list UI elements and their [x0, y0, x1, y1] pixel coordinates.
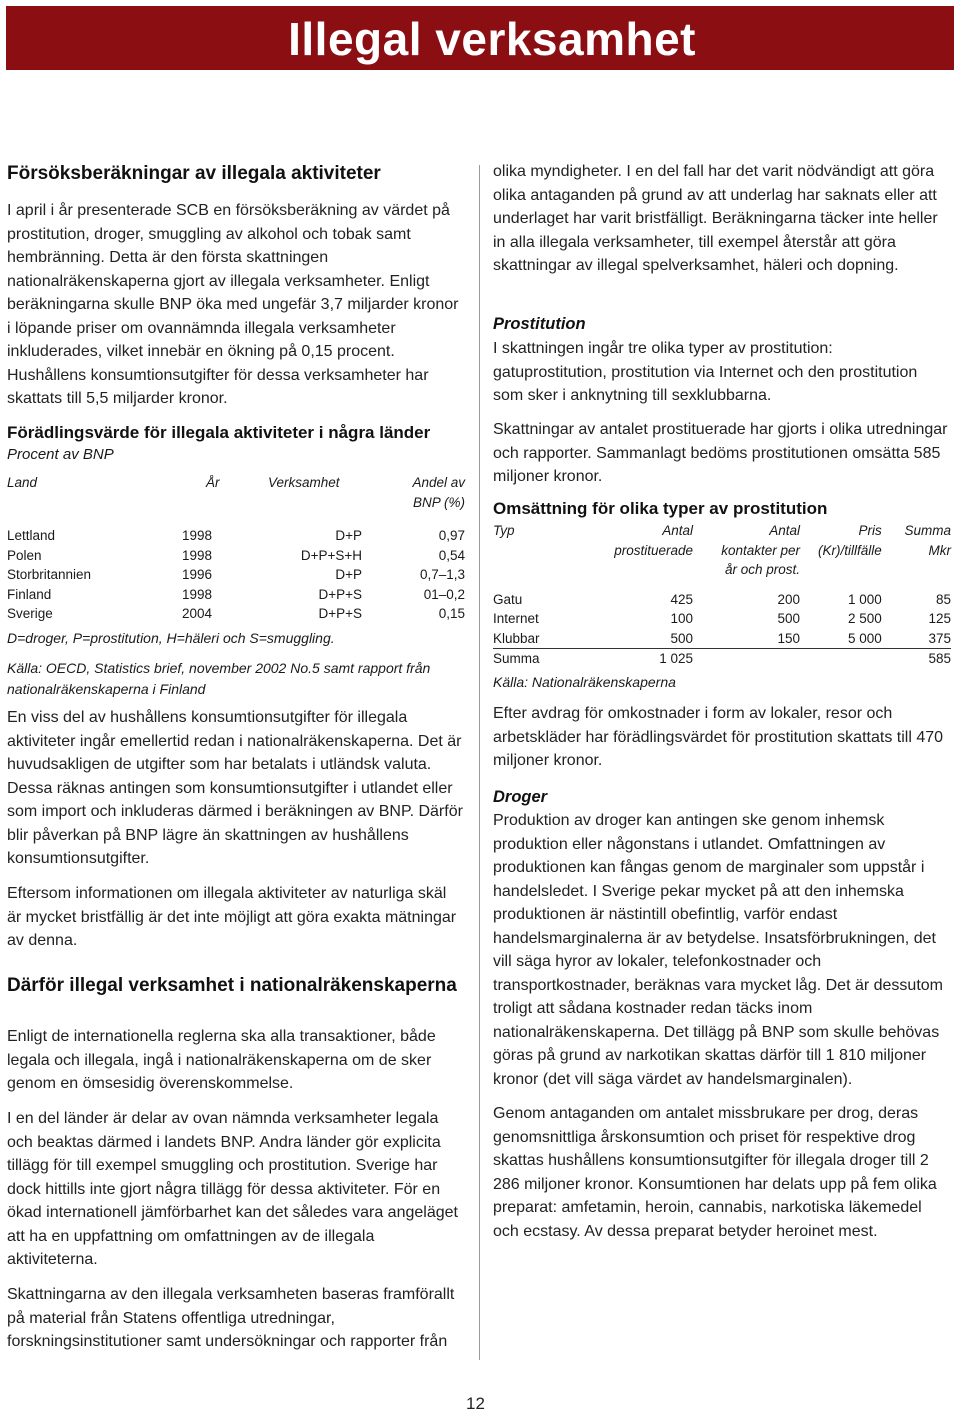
paragraph-prostitution-types: I skattningen ingår tre olika typer av prostitution: gatuprostitution, prostitution via Internet och den prostitution som sker i anknytning till sexklubbarna.	[493, 340, 918, 404]
column-header: Pris (Kr)/tillfälle	[818, 523, 882, 558]
column-header: Typ	[493, 523, 515, 538]
table-cell: Polen	[7, 547, 42, 563]
table-row	[7, 546, 465, 566]
table-cell: D+P+S	[318, 606, 362, 621]
table-cell: Summa	[493, 651, 540, 666]
paragraph-value-added: Efter avdrag för omkostnader i form av lokaler, resor och arbetskläder har förädlingsvärdet för prostitution skattats till 470 miljoner kronor.	[493, 705, 944, 769]
table-total-row	[493, 649, 951, 669]
paragraph-countries: I en del länder är delar av ovan nämnda verksamheter legala och beaktas därmed i landets BNP. Andra länder gör explicita tillägg för till exempel smuggling och prostitution. Sverige har dock hittills inte gjort några tillägg för dessa aktiviteter. För en ökad internationell jämförbarhet kan det således vara angeläget att ha en uppfattning om omfattningen av de illegala aktiviteterna.	[7, 1110, 458, 1268]
table-row	[493, 590, 951, 610]
table-cell: Sverige	[7, 606, 53, 621]
table-cell: Klubbar	[493, 630, 540, 646]
table-source: Källa: Nationalräkenskaperna	[493, 673, 676, 690]
table-title: Omsättning för olika typer av prostitution	[493, 499, 828, 518]
table-cell: Lettland	[7, 528, 56, 543]
table-cell: 375	[928, 630, 951, 646]
table-cell: 500	[777, 611, 800, 626]
table-header-row	[493, 521, 951, 580]
table-cell: Gatu	[493, 591, 523, 607]
table-cell: 2 500	[847, 611, 882, 626]
table-row	[493, 629, 951, 649]
table-cell: 1998	[182, 528, 213, 543]
table-cell: 1998	[182, 547, 213, 563]
table-cell: D+P+S+H	[300, 547, 362, 563]
prostitution-turnover-table	[493, 497, 951, 693]
paragraph-authorities: olika myndigheter. I en del fall har det varit nödvändigt att göra olika antaganden på grund av att underlag har saknats eller att underlaget har varit bristfälligt. Beräkningarna täcker inte heller in alla illegala verksamheter, till exempel återstår att göra skattningar av illegal spelverksamhet, häleri och dopning.	[493, 163, 938, 274]
paragraph-drug-consumption: Genom antaganden om antalet missbrukare per drog, deras genomsnittliga årskonsumtion och priset för respektive drog skattas hushållens konsumtionsutgifter för illegala droger till 2 286 miljoner kronor. Konsumtionen har delats upp på fem olika preparat: amfetamin, heroin, cannabis, narkotiska läkemedel och ecstasy. Av dessa preparat betyder heroinet mest.	[493, 1105, 937, 1240]
table-cell: 1 025	[659, 651, 693, 666]
table-cell: 1 000	[847, 591, 882, 607]
table-row	[7, 585, 465, 605]
table-source: Källa: OECD, Statistics brief, november 2002 No.5 samt rapport från nationalräkenskaperna i Finland	[7, 659, 431, 697]
column-header: Summa Mkr	[904, 523, 951, 558]
table-cell: Internet	[493, 611, 539, 626]
table-legend: D=droger, P=prostitution, H=häleri och S=smuggling.	[7, 629, 335, 646]
column-header: År	[206, 475, 220, 490]
table-cell: 585	[928, 651, 951, 666]
table-cell	[693, 649, 800, 669]
table-cell: 0,7–1,3	[419, 567, 465, 582]
table-cell: D+P+S	[318, 586, 362, 602]
table-cell: 0,15	[438, 606, 465, 621]
paragraph-information: Eftersom informationen om illegala aktiviteter av naturliga skäl är mycket bristfällig är det inte möjligt att göra exakta mätningar av denna.	[7, 885, 457, 949]
table-title: Förädlingsvärde för illegala aktiviteter i några länder	[7, 423, 431, 442]
column-header: Antal kontakter per år och prost.	[721, 523, 800, 577]
paragraph-international-rules: Enligt de internationella reglerna ska alla transaktioner, både legala och illegala, ingå i nationalräkenskaperna om de sker genom en ömsesidig överenskommelse.	[7, 1028, 436, 1092]
table-cell: 0,54	[438, 547, 465, 563]
paragraph-household-spending: En viss del av hushållens konsumtionsutgifter för illegala aktiviteter ingår emellertid redan i nationalräkenskaperna. Det är huvudsakligen de utgifter som har betalats i utländsk valuta. Dessa räknas antingen som konsumtionsutgifter i utlandet eller som import och inkluderas därmed i beräkningen av BNP. Därför blir påverkan på BNP lägre än skattningen av hushållens konsumtionsutgifter.	[7, 709, 463, 867]
data-table	[493, 521, 951, 669]
table-cell: 100	[670, 611, 693, 626]
section-heading-why-illegal: Därför illegal verksamhet i nationalräkenskaperna	[7, 975, 457, 996]
page-number: 12	[466, 1394, 485, 1413]
table-cell: 200	[777, 591, 800, 607]
table-cell: 85	[935, 591, 951, 607]
table-row	[7, 526, 465, 546]
table-cell: Finland	[7, 586, 52, 602]
header-band	[6, 6, 954, 70]
page-title: Illegal verksamhet	[288, 13, 696, 65]
table-header-row	[7, 473, 465, 512]
column-header: Land	[7, 475, 38, 490]
section-heading-trial-calculations: Försöksberäkningar av illegala aktiviteter	[7, 163, 381, 184]
paragraph-prostitution-estimate: Skattningar av antalet prostituerade har gjorts i olika utredningar och rapporter. Sammanlagt bedöms prostitutionen omsätta 585 miljoner kronor.	[493, 421, 948, 485]
subheading-prostitution: Prostitution	[493, 315, 586, 333]
table-cell: 125	[928, 611, 951, 626]
table-cell: 1998	[182, 586, 213, 602]
table-subtitle: Procent av BNP	[7, 446, 114, 463]
table-cell: 01–0,2	[423, 586, 465, 602]
data-table	[7, 473, 465, 624]
table-cell: 500	[670, 630, 693, 646]
table-cell: D+P	[335, 567, 362, 582]
table-cell: 2004	[182, 606, 213, 621]
table-cell: 150	[777, 630, 800, 646]
paragraph-intro: I april i år presenterade SCB en försöksberäkning av värdet på prostitution, droger, smuggling av alkohol och tobak samt hembränning. Detta är den första skattningen nationalräkenskaperna gjort av illegala verksamheter. Enligt beräkningarna skulle BNP öka med ungefär 3,7 miljarder kronor i löpande priser om ovannämnda illegala verksamheter inkluderades, vilket innebär en ökning på 0,15 procent. Hushållens konsumtionsutgifter för dessa verksamheter har skattats till 5,5 miljarder kronor.	[7, 202, 459, 407]
table-cell: Storbritannien	[7, 567, 92, 582]
table-cell: 0,97	[438, 528, 465, 543]
paragraph-estimates-basis: Skattningarna av den illegala verksamheten baseras framförallt på material från Statens offentliga utredningar, forskningsinstitutioner samt undersökningar och rapporter från	[7, 1286, 455, 1350]
table-row	[7, 604, 465, 624]
column-header: Antal prostituerade	[614, 523, 693, 558]
paragraph-drug-production: Produktion av droger kan antingen ske genom inhemsk produktion eller någonstans i utlandet. Omfattningen av produktionen kan fångas genom de marginaler som uppstår i handelsledet. I Sverige pekar mycket på att den inhemska produktionen är nästintill obefintlig, varför endast handelsmarginalerna är av betydelse. Insatsförbrukningen, det vill säga hyror av lokaler, telefonkostnader och transportkostnader, beräknas vara mycket låg. Det är dessutom troligt att sådana kostnader redan täcks inom nationalräkenskaperna. Det tillägg på BNP som skulle behövas göras på grund av narkotikan skattas därför till 1 810 miljoner kronor (det vill säga värdet av handelsmarginalen).	[493, 812, 943, 1088]
table-cell: D+P	[335, 528, 362, 543]
value-added-table	[7, 421, 465, 700]
column-header: Andel av BNP (%)	[412, 475, 465, 510]
table-cell: 425	[670, 591, 693, 607]
table-cell: 5 000	[847, 630, 882, 646]
column-header: Verksamhet	[268, 475, 340, 490]
table-cell: 1996	[182, 567, 213, 582]
table-cell	[800, 649, 882, 669]
table-row	[493, 609, 951, 629]
subheading-drugs: Droger	[493, 788, 548, 806]
table-row	[7, 565, 465, 585]
column-divider	[479, 165, 480, 1360]
